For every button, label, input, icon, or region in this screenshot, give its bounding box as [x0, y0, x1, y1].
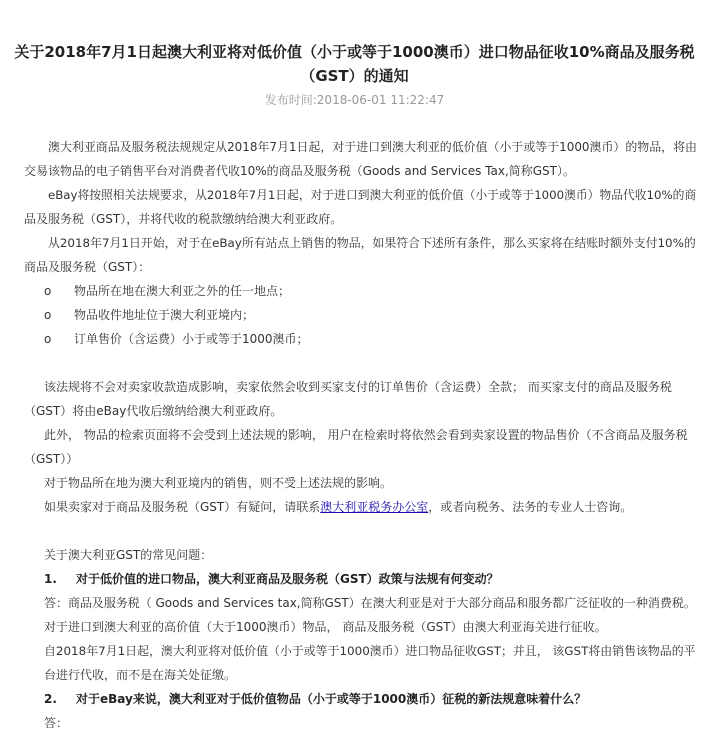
- note-3: 对于物品所在地为澳大利亚境内的销售，则不受上述法规的影响。: [44, 476, 393, 490]
- faq-question-2: 对于eBay来说，澳大利亚对于低价值物品（小于或等于1000澳币）征税的新法规意味着什么？: [76, 692, 587, 706]
- faq-q2-number: 2.: [44, 692, 57, 706]
- paragraph-1-line-2: 交易该物品的电子销售平台对消费者代收10%的商品及服务税（Goods and Services Tax,简称GST）。: [24, 164, 576, 178]
- note-4-prefix: 如果卖家对于商品及服务税（GST）有疑问，请联系: [44, 500, 321, 514]
- article-title-line1: 关于2018年7月1日起澳大利亚将对低价值（小于或等于1000澳币）进口物品征收10%商品及服务税: [14, 43, 695, 61]
- bullet-mark-3: o: [44, 332, 52, 346]
- article-title: [0, 40, 709, 88]
- paragraph-2-line-1: eBay将按照相关法规要求，从2018年7月1日起，对于进口到澳大利亚的低价值（小于或等于1000澳币）物品代收10%的商: [48, 188, 697, 202]
- faq-answer-1-line-1: 答：商品及服务税（ Goods and Services tax,简称GST）在澳大利亚是对于大部分商品和服务都广泛征收的一种消费税。: [44, 596, 696, 610]
- bullet-mark-2: o: [44, 308, 52, 322]
- tax-office-link[interactable]: 澳大利亚税务办公室: [320, 500, 429, 514]
- publish-time: 发布时间:2018-06-01 11:22:47: [264, 93, 445, 107]
- note-2-line-1: 此外， 物品的检索页面将不会受到上述法规的影响， 用户在检索时将依然会看到卖家设置的物品售价（不含商品及服务税: [44, 428, 688, 442]
- faq-answer-1-line-2: 对于进口到澳大利亚的高价值（大于1000澳币）物品， 商品及服务税（GST）由澳大利亚海关进行征收。: [44, 620, 607, 634]
- bullet-item-3: 订单售价（含运费）小于或等于1000澳币；: [74, 332, 309, 346]
- paragraph-3-line-1: 从2018年7月1日开始，对于在eBay所有站点上销售的物品，如果符合下述所有条件，那么买家将在结账时额外支付10%的: [48, 236, 696, 250]
- faq-heading: 关于澳大利亚GST的常见问题：: [44, 548, 213, 562]
- paragraph-3-line-2: 商品及服务税（GST）：: [24, 260, 151, 274]
- note-4-suffix: ，或者向税务、法务的专业人士咨询。: [428, 500, 633, 514]
- note-1-line-2: （GST）将由eBay代收后缴纳给澳大利亚政府。: [24, 404, 283, 418]
- bullet-item-2: 物品收件地址位于澳大利亚境内；: [74, 308, 255, 322]
- faq-answer-1-line-3: 自2018年7月1日起，澳大利亚将对低价值（小于或等于1000澳币）进口物品征收GST；并且， 该GST将由销售该物品的平: [44, 644, 696, 658]
- faq-answer-1-line-4: 台进行代收，而不是在海关处征缴。: [44, 668, 237, 682]
- faq-q1-number: 1.: [44, 572, 57, 586]
- paragraph-1-line-1: 澳大利亚商品及服务税法规规定从2018年7月1日起，对于进口到澳大利亚的低价值（小于或等于1000澳币）的物品，将由: [48, 140, 697, 154]
- faq-question-1: 对于低价值的进口物品，澳大利亚商品及服务税（GST）政策与法规有何变动？: [76, 572, 499, 586]
- paragraph-2-line-2: 品及服务税（GST），并将代收的税款缴纳给澳大利亚政府。: [24, 212, 343, 226]
- bullet-item-1: 物品所在地在澳大利亚之外的任一地点；: [74, 284, 291, 298]
- note-2-line-2: （GST））: [24, 452, 79, 466]
- article-title-line2: （GST）的通知: [300, 67, 409, 85]
- bullet-mark-1: o: [44, 284, 52, 298]
- note-1-line-1: 该法规将不会对卖家收款造成影响，卖家依然会收到买家支付的订单售价（含运费）全款； 而买家支付的商品及服务税: [44, 380, 672, 394]
- note-4: [44, 499, 632, 515]
- faq-answer-2-line-1: 答：: [44, 716, 69, 730]
